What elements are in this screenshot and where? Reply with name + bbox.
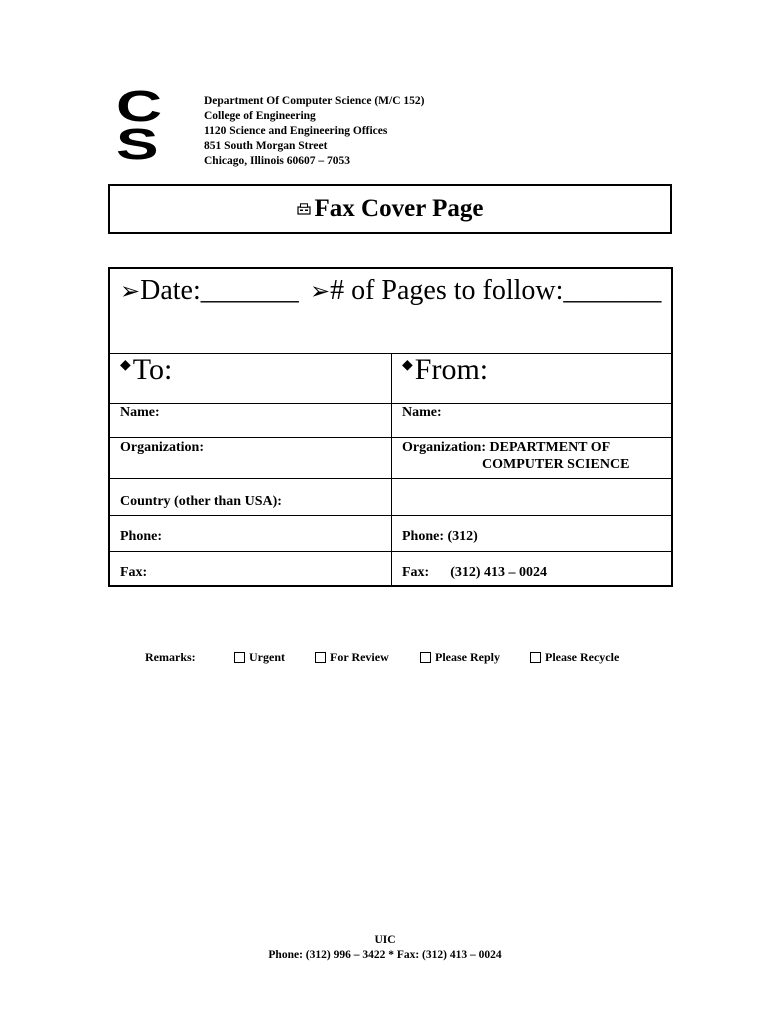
cs-logo (116, 82, 186, 169)
diamond-bullet-icon: ◆ (120, 358, 131, 373)
to-name-field[interactable]: Name: (120, 405, 160, 420)
to-organization-field[interactable]: Organization: (120, 440, 204, 455)
from-organization-field[interactable]: Organization: DEPARTMENT OF (402, 440, 611, 455)
fax-machine-icon (297, 203, 311, 215)
pages-label: # of Pages to follow:_______ (330, 275, 662, 306)
please-recycle-option[interactable]: Please Recycle (530, 650, 619, 665)
remarks-label: Remarks: (145, 650, 196, 664)
address-line: College of Engineering (204, 110, 316, 122)
address-line: 1120 Science and Engineering Offices (204, 125, 388, 137)
urgent-option[interactable]: Urgent (234, 650, 285, 665)
logo-letter-s: S (116, 120, 159, 169)
from-fax-field[interactable]: Fax: (312) 413 – 0024 (402, 565, 548, 580)
footer-contact: Phone: (312) 996 – 3422 * Fax: (312) 413 – 0024 (268, 949, 502, 961)
arrow-bullet-icon: ➢ (310, 279, 331, 305)
date-field[interactable] (120, 275, 299, 307)
title-box (108, 184, 672, 234)
for-review-option[interactable]: For Review (315, 650, 389, 665)
footer (0, 933, 770, 963)
checkbox-icon[interactable] (315, 652, 326, 663)
logo-letter-c: C (116, 82, 163, 131)
diamond-bullet-icon: ◆ (402, 358, 413, 373)
address-block (204, 94, 424, 169)
page-title: Fax Cover Page (314, 195, 484, 222)
fax-form (108, 267, 673, 587)
checkbox-icon[interactable] (234, 652, 245, 663)
to-country-field[interactable]: Country (other than USA): (120, 494, 282, 509)
please-reply-option[interactable]: Please Reply (420, 650, 500, 665)
checkbox-icon[interactable] (420, 652, 431, 663)
to-fax-field[interactable]: Fax: (120, 565, 148, 580)
date-pages-row (110, 269, 671, 353)
from-heading: ◆From: (402, 353, 489, 386)
to-phone-field[interactable]: Phone: (120, 529, 162, 544)
address-line: Chicago, Illinois 60607 – 7053 (204, 155, 351, 167)
pages-field[interactable] (310, 275, 661, 307)
to-heading: ◆To: (120, 353, 173, 386)
checkbox-icon[interactable] (530, 652, 541, 663)
arrow-bullet-icon: ➢ (120, 279, 141, 305)
from-organization-line2: COMPUTER SCIENCE (482, 457, 630, 472)
from-phone-field[interactable]: Phone: (312) (402, 529, 478, 544)
footer-org: UIC (374, 934, 396, 946)
date-label: Date:_______ (140, 275, 299, 306)
address-line: 851 South Morgan Street (204, 140, 328, 152)
address-line: Department Of Computer Science (M/C 152) (204, 95, 425, 107)
from-name-field[interactable]: Name: (402, 405, 442, 420)
